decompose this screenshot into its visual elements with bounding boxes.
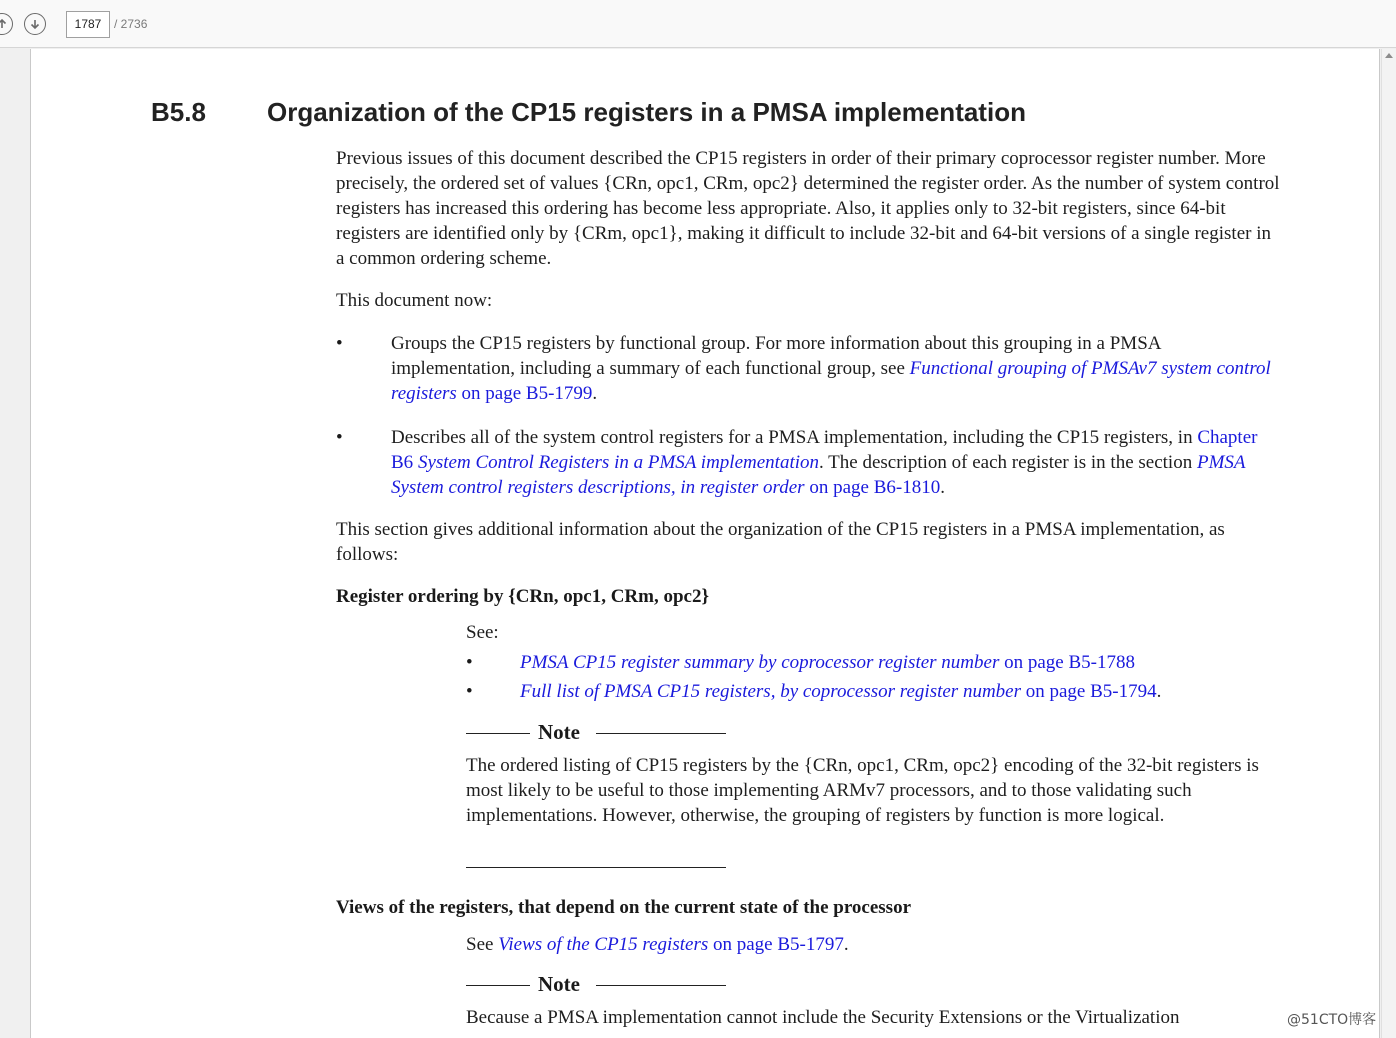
watermark: @51CTO博客 xyxy=(1287,1009,1376,1029)
link-title: PMSA System control registers descriptions, in register order xyxy=(391,452,1246,498)
see-views xyxy=(466,932,849,957)
note-rule-right xyxy=(596,985,726,986)
bullet-marker: • xyxy=(466,652,473,673)
pdf-toolbar xyxy=(0,0,1396,48)
note-rule-left xyxy=(466,733,530,734)
previous-page-button[interactable] xyxy=(0,13,13,35)
subsection-heading-ordering: Register ordering by {CRn, opc1, CRm, opc2} xyxy=(336,586,709,607)
punctuation: . xyxy=(1156,681,1162,702)
arrow-down-icon xyxy=(29,18,41,30)
note-text: The ordered listing of CP15 registers by the {CRn, opc1, CRm, opc2} encoding of the 32-bit registers is most likely to be useful to those implementing ARMv7 processors, and to those validating such implementations. However, otherwise, the grouping of registers by function is more logical. xyxy=(466,755,1259,826)
note-label: Note xyxy=(538,972,580,996)
link-page: on page B5-1794 xyxy=(1021,681,1157,702)
link-page: on page B5-1799 xyxy=(456,383,593,404)
note-label: Note xyxy=(538,720,580,744)
link-page: on page B5-1797 xyxy=(708,934,844,955)
page-number-input[interactable]: 1787 xyxy=(66,11,110,38)
bullet-item-describes xyxy=(391,425,1281,500)
link-title: Views of the CP15 registers xyxy=(498,934,709,955)
section-title: Organization of the CP15 registers in a PMSA implementation xyxy=(267,97,1026,127)
note-header xyxy=(466,972,726,1000)
note-header xyxy=(466,720,726,748)
note-rule-right xyxy=(596,733,726,734)
link-page: on page B5-1788 xyxy=(999,652,1135,673)
link-title: Full list of PMSA CP15 registers, by coprocessor register number xyxy=(520,681,1021,702)
link-title: Functional grouping of PMSAv7 system control registers xyxy=(391,358,1271,404)
section-number: B5.8 xyxy=(151,97,206,127)
see-prefix: See xyxy=(466,934,499,955)
see-label: See: xyxy=(466,622,499,643)
subsection-heading-views: Views of the registers, that depend on the current state of the processor xyxy=(336,897,912,918)
intro-paragraph: Previous issues of this document described the CP15 registers in order of their primary coprocessor register number. More precisely, the ordered set of values {CRn, opc1, CRm, opc2} determined the register order. As the number of system control registers has increased this ordering has become less appropriate. Also, it applies only to 32-bit registers, since 64-bit registers are identified only by {CRm, opc1}, making it difficult to include 32-bit and 64-bit versions of a single register in a common ordering scheme. xyxy=(336,148,1280,269)
bullet-text: . The description of each register is in the section xyxy=(819,452,1197,473)
link-full-list[interactable] xyxy=(520,681,1157,702)
bullet-marker: • xyxy=(336,333,343,354)
vertical-scrollbar[interactable] xyxy=(1381,49,1396,1038)
punctuation: . xyxy=(592,383,598,404)
next-page-button[interactable] xyxy=(24,13,46,35)
punctuation: . xyxy=(940,477,945,498)
note-end-rule xyxy=(466,867,726,868)
link-page: on page B6-1810 xyxy=(804,477,941,498)
link-register-summary[interactable] xyxy=(520,652,1135,673)
see-item-1 xyxy=(520,650,1135,675)
page-total: / 2736 xyxy=(114,17,148,31)
see-item-2 xyxy=(520,679,1161,704)
viewer-gutter xyxy=(0,49,30,1038)
note-rule-left xyxy=(466,985,530,986)
punctuation: . xyxy=(843,934,849,955)
scroll-up-arrow-icon[interactable] xyxy=(1385,53,1393,58)
link-prefix: Chapter B6 xyxy=(391,427,1258,473)
bullet-marker: • xyxy=(466,681,473,702)
document-page xyxy=(30,49,1380,1038)
bullet-text: Describes all of the system control registers for a PMSA implementation, including the CP15 registers, in xyxy=(391,427,1198,448)
note-text: Because a PMSA implementation cannot include the Security Extensions or the Virtualization xyxy=(466,1007,1180,1028)
bullet-item-grouping xyxy=(391,331,1281,406)
arrow-up-icon xyxy=(0,18,8,30)
list-intro: This document now: xyxy=(336,290,493,311)
link-views[interactable] xyxy=(498,934,844,955)
organization-paragraph: This section gives additional information about the organization of the CP15 registers in a PMSA implementation, as follows: xyxy=(336,519,1225,565)
bullet-text: Groups the CP15 registers by functional group. For more information about this grouping in a PMSA implementation, including a summary of each functional group, see xyxy=(391,333,1161,379)
link-title: System Control Registers in a PMSA implementation xyxy=(417,452,820,473)
link-title: PMSA CP15 register summary by coprocessor register number xyxy=(520,652,1000,673)
bullet-marker: • xyxy=(336,427,343,448)
